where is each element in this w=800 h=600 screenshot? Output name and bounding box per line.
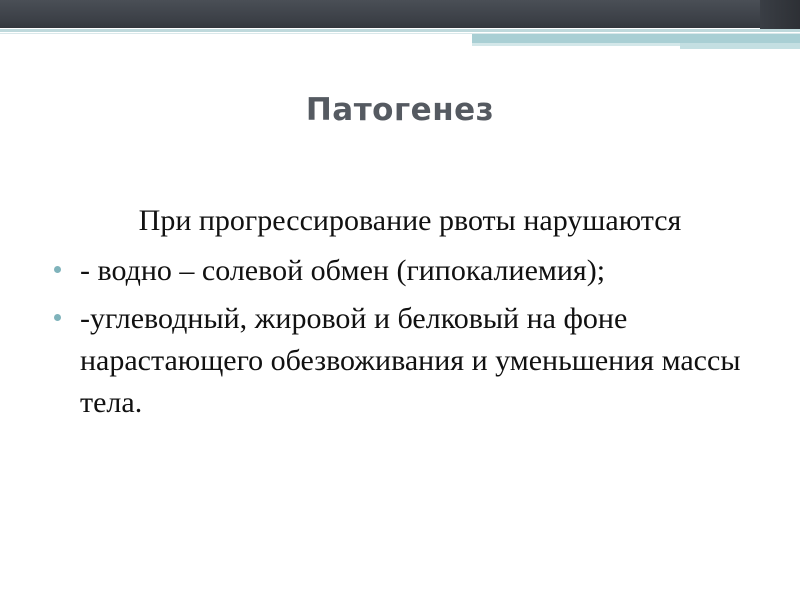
- bullet-item: [50, 250, 750, 292]
- header-band-teal-line: [0, 29, 800, 32]
- header-band-teal-strip: [472, 43, 680, 46]
- header-band-dark: [0, 0, 800, 28]
- bullet-dot-icon: [54, 314, 61, 321]
- bullet-text: - водно – солевой обмен (гипокалиемия);: [80, 254, 606, 287]
- header-band-teal-block: [472, 34, 800, 43]
- slide-title: Патогенез: [305, 92, 495, 128]
- intro-text: При прогрессирование рвоты нарушаются: [138, 204, 682, 237]
- bullet-dot-icon: [54, 266, 61, 273]
- slide-body: [50, 200, 750, 430]
- header-band-corner: [760, 0, 800, 30]
- bullet-text: -углеводный, жировой и белковый на фоне нарастающего обезвоживания и уменьшения массы тела.: [80, 302, 741, 419]
- header-band-teal-accent: [680, 43, 800, 49]
- bullet-item: [50, 298, 750, 424]
